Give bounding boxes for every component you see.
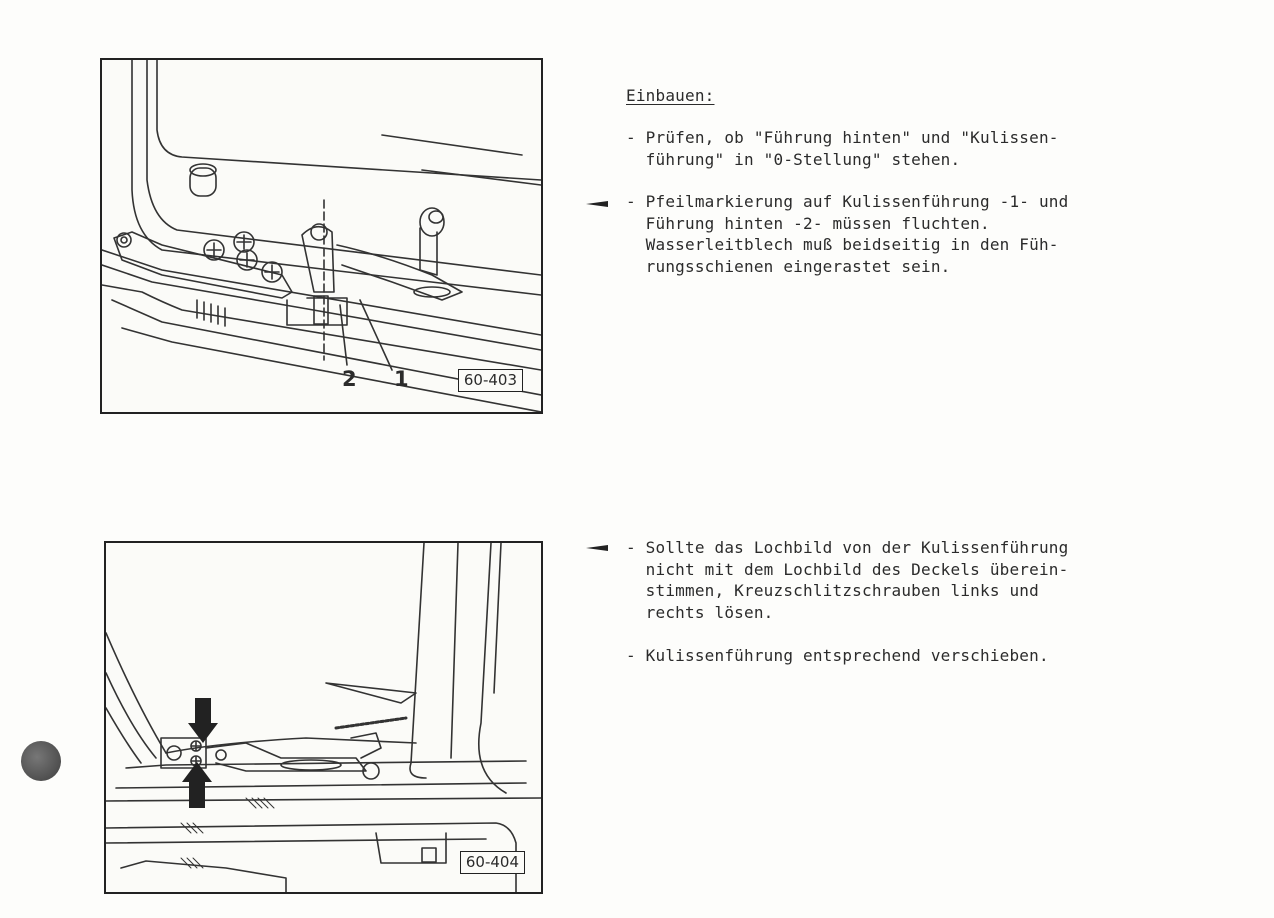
step-shift-guide: - Kulissenführung entsprechend verschieben. — [626, 646, 1049, 665]
section-heading: Einbauen: — [626, 86, 715, 105]
punch-hole-icon — [21, 741, 61, 781]
step-align-markings: - Pfeilmarkierung auf Kulissenführung -1- und Führung hinten -2- müssen fluchten. Wasserleitblech muß beidseitig in den Füh- rungsschienen eingerastet sein. — [626, 192, 1069, 276]
callout-1: 1 — [394, 367, 409, 391]
figure-number: 60-404 — [460, 851, 525, 874]
figure-60-403 — [100, 58, 543, 414]
margin-arrow-icon — [586, 201, 608, 207]
callout-2: 2 — [342, 367, 357, 391]
down-arrow-shaft — [195, 698, 211, 724]
down-arrow-icon — [188, 723, 218, 743]
up-arrow-shaft — [189, 782, 205, 808]
figure-1-illustration — [102, 60, 541, 412]
figure-2-illustration — [106, 543, 541, 892]
figure-60-404 — [104, 541, 543, 894]
up-arrow-icon — [182, 762, 212, 782]
margin-arrow-icon — [586, 545, 608, 551]
step-check-zero-position: - Prüfen, ob "Führung hinten" und "Kulissen- führung" in "0-Stellung" stehen. — [626, 128, 1059, 169]
figure-number: 60-403 — [458, 369, 523, 392]
step-loosen-screws: - Sollte das Lochbild von der Kulissenführung nicht mit dem Lochbild des Deckels überein- stimmen, Kreuzschlitzschrauben links und rechts lösen. — [626, 538, 1069, 622]
